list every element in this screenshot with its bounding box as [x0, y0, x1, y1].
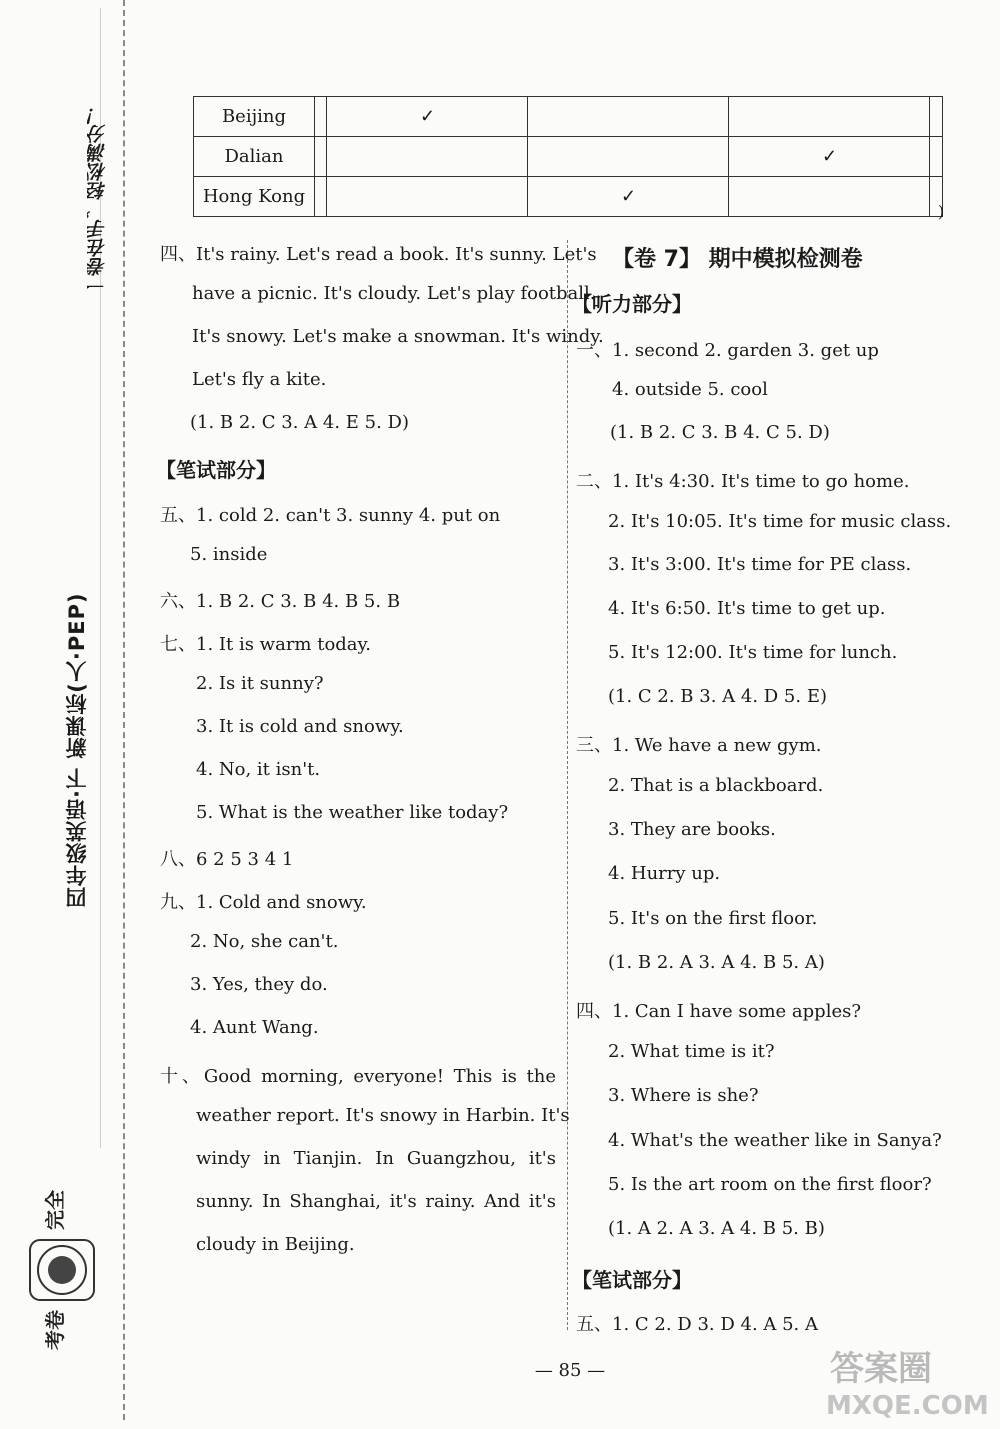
- text-line: 5. What is the weather like today?: [196, 802, 509, 823]
- check-cell: [528, 137, 729, 177]
- text-line: 4. It's 6:50. It's time to get up.: [608, 598, 886, 619]
- city-cell: Beijing: [194, 97, 315, 137]
- text-line: 2. It's 10:05. It's time for music class.: [608, 511, 952, 532]
- answer-key: (1. B 2. C 3. A 4. E 5. D): [190, 412, 409, 433]
- spine-book-title: 四年级英语·下 新课标(人·PEP): [65, 592, 89, 908]
- text-line: 3. They are books.: [608, 819, 776, 840]
- check-cell: ✓: [327, 97, 528, 137]
- check-cell: [930, 137, 943, 177]
- check-cell: [315, 97, 327, 137]
- check-cell: ✓: [729, 137, 930, 177]
- text-line: 一、1. second 2. garden 3. get up: [576, 340, 879, 361]
- text-line: 五、1. cold 2. can't 3. sunny 4. put on: [160, 505, 501, 526]
- check-cell: [729, 177, 930, 217]
- text-line: 5. inside: [190, 544, 268, 565]
- check-cell: [528, 97, 729, 137]
- text-line: have a picnic. It's cloudy. Let's play football.: [192, 283, 596, 304]
- watermark-logo: [820, 1340, 990, 1420]
- text-line: 5. Is the art room on the first floor?: [608, 1174, 932, 1195]
- text-line: 四、It's rainy. Let's read a book. It's sunny. Let's: [160, 244, 597, 265]
- text-line: 四、1. Can I have some apples?: [576, 1001, 862, 1022]
- text-line: cloudy in Beijing.: [196, 1234, 355, 1255]
- watermark-text: 答案圈: [830, 1349, 932, 1389]
- text-line: 4. Hurry up.: [608, 863, 721, 884]
- text-line: 2. No, she can't.: [190, 931, 339, 952]
- text-line: It's snowy. Let's make a snowman. It's windy.: [192, 326, 604, 347]
- table-row: [194, 177, 943, 217]
- check-cell: [315, 137, 327, 177]
- page-number: — 85 —: [534, 1360, 606, 1381]
- text-line: 七、1. It is warm today.: [160, 634, 372, 655]
- text-line: 4. No, it isn't.: [196, 759, 321, 780]
- publisher-logo: [26, 1180, 98, 1350]
- stray-paren: ): [938, 202, 945, 221]
- column-divider: [567, 240, 568, 1330]
- text-line: 4. What's the weather like in Sanya?: [608, 1130, 942, 1151]
- weather-city-table: [193, 96, 943, 217]
- spine-slogan: 一卷在手，轻松满分！: [87, 105, 109, 295]
- text-line: 4. Aunt Wang.: [190, 1017, 319, 1038]
- answer-key: (1. B 2. A 3. A 4. B 5. A): [608, 952, 825, 973]
- text-line: 六、1. B 2. C 3. B 4. B 5. B: [160, 591, 401, 612]
- check-cell: ✓: [528, 177, 729, 217]
- text-line: 3. It is cold and snowy.: [196, 716, 404, 737]
- text-line: Let's fly a kite.: [192, 369, 327, 390]
- check-cell: [930, 97, 943, 137]
- text-line: 二、1. It's 4:30. It's time to go home.: [576, 471, 910, 492]
- text-line: 九、1. Cold and snowy.: [160, 892, 367, 913]
- check-cell: [327, 137, 528, 177]
- city-cell: Dalian: [194, 137, 315, 177]
- text-line: 三、1. We have a new gym.: [576, 735, 822, 756]
- answer-key: (1. A 2. A 3. A 4. B 5. B): [608, 1218, 825, 1239]
- text-line: 2. Is it sunny?: [196, 673, 324, 694]
- text-line: 五、1. C 2. D 3. D 4. A 5. A: [576, 1314, 818, 1335]
- text-line: 八、6 2 5 3 4 1: [160, 849, 294, 870]
- answer-key: (1. C 2. B 3. A 4. D 5. E): [608, 686, 827, 707]
- exam-title: 【卷 7】 期中模拟检测卷: [612, 247, 863, 272]
- svg-text:完全: 完全: [43, 1190, 67, 1230]
- text-line: 3. Where is she?: [608, 1085, 759, 1106]
- text-line: 3. Yes, they do.: [190, 974, 328, 995]
- text-line: weather report. It's snowy in Harbin. It's: [196, 1105, 570, 1126]
- watermark-url: MXQE.COM: [826, 1391, 989, 1420]
- text-line: windy in Tianjin. In Guangzhou, it's: [196, 1148, 556, 1169]
- text-line: 2. That is a blackboard.: [608, 775, 824, 796]
- answer-key: (1. B 2. C 3. B 4. C 5. D): [610, 422, 830, 443]
- text-line: 2. What time is it?: [608, 1041, 775, 1062]
- city-cell: Hong Kong: [194, 177, 315, 217]
- text-line: 十、Good morning, everyone! This is the: [160, 1066, 556, 1087]
- svg-text:考卷: 考卷: [43, 1310, 67, 1350]
- table-row: [194, 137, 943, 177]
- table-row: [194, 97, 943, 137]
- check-cell: [315, 177, 327, 217]
- text-line: 5. It's 12:00. It's time for lunch.: [608, 642, 898, 663]
- check-cell: [327, 177, 528, 217]
- text-line: 4. outside 5. cool: [612, 379, 768, 400]
- section-heading: 【听力部分】: [572, 292, 692, 316]
- section-heading: 【笔试部分】: [572, 1268, 692, 1292]
- binding-dashed-line: [123, 0, 125, 1420]
- section-heading: 【笔试部分】: [156, 458, 276, 482]
- text-line: 5. It's on the first floor.: [608, 908, 818, 929]
- check-cell: [729, 97, 930, 137]
- text-line: 3. It's 3:00. It's time for PE class.: [608, 554, 912, 575]
- text-line: sunny. In Shanghai, it's rainy. And it's: [196, 1191, 556, 1212]
